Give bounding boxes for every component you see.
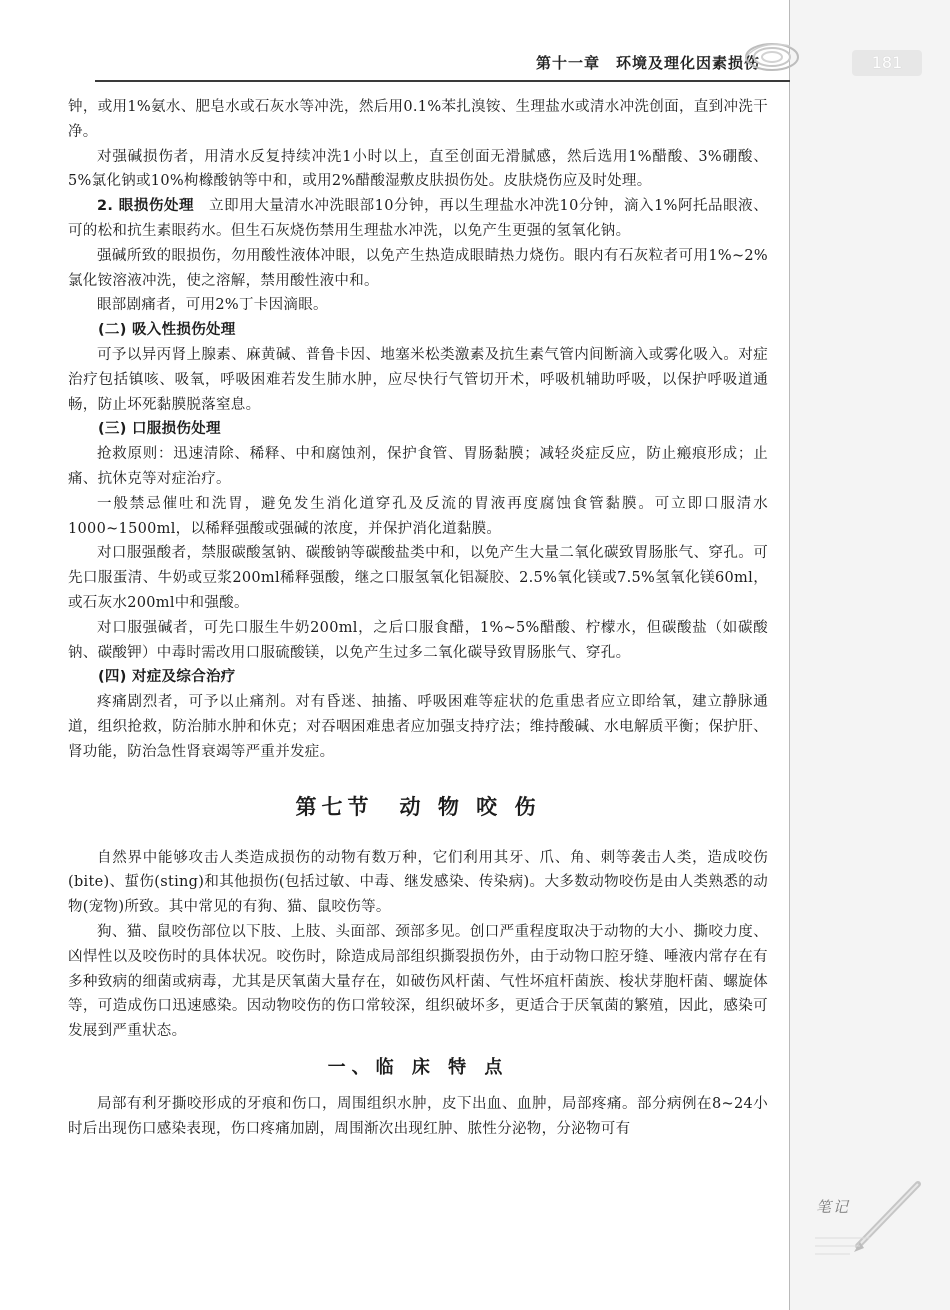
paragraph: 局部有利牙撕咬形成的牙痕和伤口，周围组织水肿，皮下出血、血肿，局部疼痛。部分病例在8~24小时后出现伤口感染表现，伤口疼痛加剧，周围渐次出现红肿、脓性分泌物，分泌物可有 xyxy=(68,1095,768,1137)
paragraph: 对强碱损伤者，用清水反复持续冲洗1小时以上，直至创面无滑腻感，然后选用1%醋酸、3%硼酸、5%氯化钠或10%枸橼酸钠等中和，或用2%醋酸湿敷皮肤损伤处。皮肤烧伤应及时处理。 xyxy=(68,148,768,190)
paragraph: 眼部剧痛者，可用2%丁卡因滴眼。 xyxy=(97,297,328,314)
paragraph xyxy=(68,194,768,244)
running-header: 第十一章 环境及理化因素损伤 xyxy=(535,54,760,72)
paragraph: 狗、猫、鼠咬伤部位以下肢、上肢、头面部、颈部多见。创口严重程度取决于动物的大小、撕咬力度、凶悍性以及咬伤时的具体状况。咬伤时，除造成局部组织撕裂损伤外，由于动物口腔牙缝、唾液内常存在有多种致病的细菌或病毒，尤其是厌氧菌大量存在，如破伤风杆菌、气性坏疽杆菌族、梭状芽胞杆菌、螺旋体等，可造成伤口迅速感染。因动物咬伤的伤口常较深，组织破坏多，更适合于厌氧菌的繁殖，因此，感染可发展到严重状态。 xyxy=(68,923,768,1040)
paragraph: 疼痛剧烈者，可予以止痛剂。对有昏迷、抽搐、呼吸困难等症状的危重患者应立即给氧，建立静脉通道，组织抢救，防治肺水肿和休克；对吞咽困难患者应加强支持疗法；维持酸碱、水电解质平衡；保护肝、肾功能，防治急性肾衰竭等严重并发症。 xyxy=(68,694,768,760)
margin-divider xyxy=(789,0,790,1310)
subheading: (二) 吸入性损伤处理 xyxy=(98,322,236,339)
paragraph: 自然界中能够攻击人类造成损伤的动物有数万种，它们利用其牙、爪、角、刺等袭击人类，造成咬伤(bite)、蜇伤(sting)和其他损伤(包括过敏、中毒、继发感染、传染病)。大多数动物咬伤是由人类熟悉的动物(宠物)所致。其中常见的有狗、猫、鼠咬伤等。 xyxy=(68,849,768,916)
subheading: (四) 对症及综合治疗 xyxy=(98,669,236,686)
item-heading: 2. 眼损伤处理 xyxy=(97,198,195,215)
subheading: (三) 口服损伤处理 xyxy=(98,421,221,438)
section-title: 第七节 动 物 咬 伤 xyxy=(295,794,541,819)
header-rule xyxy=(95,80,790,82)
subsection-title: 一、临 床 特 点 xyxy=(327,1056,509,1078)
paragraph-text: 立即用大量清水冲洗眼部10分钟，再以生理盐水冲洗10分钟，滴入1%阿托品眼液、可的松和抗生素眼药水。但生石灰烧伤禁用生理盐水冲洗，以免产生更强的氢氧化钠。 xyxy=(68,198,769,239)
notes-label: 笔记 xyxy=(816,1198,851,1216)
paragraph: 可予以异丙肾上腺素、麻黄碱、普鲁卡因、地塞米松类激素及抗生素气管内间断滴入或雾化吸入。对症治疗包括镇咳、吸氧，呼吸困难若发生肺水肿，应尽快行气管切开术，呼吸机辅助呼吸，以保护呼吸道通畅，防止坏死黏膜脱落窒息。 xyxy=(68,346,768,413)
notes-lines xyxy=(815,1232,925,1262)
paragraph: 对口服强酸者，禁服碳酸氢钠、碳酸钠等碳酸盐类中和，以免产生大量二氧化碳致胃肠胀气、穿孔。可先口服蛋清、牛奶或豆浆200ml稀释强酸，继之口服氢氧化铝凝胶、2.5%氧化镁或7.5%氢氧化镁60ml，或石灰水200ml中和强酸。 xyxy=(68,545,768,611)
paragraph: 一般禁忌催吐和洗胃，避免发生消化道穿孔及反流的胃液再度腐蚀食管黏膜。可立即口服清水1000~1500ml，以稀释强酸或强碱的浓度，并保护消化道黏膜。 xyxy=(68,495,768,537)
paragraph: 强碱所致的眼损伤，勿用酸性液体冲眼，以免产生热造成眼睛热力烧伤。眼内有石灰粒者可用1%~2%氯化铵溶液冲洗，使之溶解，禁用酸性液中和。 xyxy=(68,247,768,289)
paragraph: 钟，或用1%氨水、肥皂水或石灰水等冲洗，然后用0.1%苯扎溴铵、生理盐水或清水冲洗创面，直到冲洗干净。 xyxy=(68,99,768,140)
paragraph: 对口服强碱者，可先口服生牛奶200ml，之后口服食醋，1%~5%醋酸、柠檬水，但碳酸盐（如碳酸钠、碳酸钾）中毒时需改用口服硫酸镁，以免产生过多二氧化碳导致胃肠胀气、穿孔。 xyxy=(68,619,768,661)
main-text xyxy=(68,95,768,1141)
notes-margin xyxy=(790,0,950,1310)
page-number: 181 xyxy=(852,50,922,76)
swirl-ornament-icon xyxy=(740,38,810,76)
paragraph: 抢救原则：迅速清除、稀释、中和腐蚀剂，保护食管、胃肠黏膜；减轻炎症反应，防止瘢痕形成；止痛、抗休克等对症治疗。 xyxy=(68,446,768,487)
